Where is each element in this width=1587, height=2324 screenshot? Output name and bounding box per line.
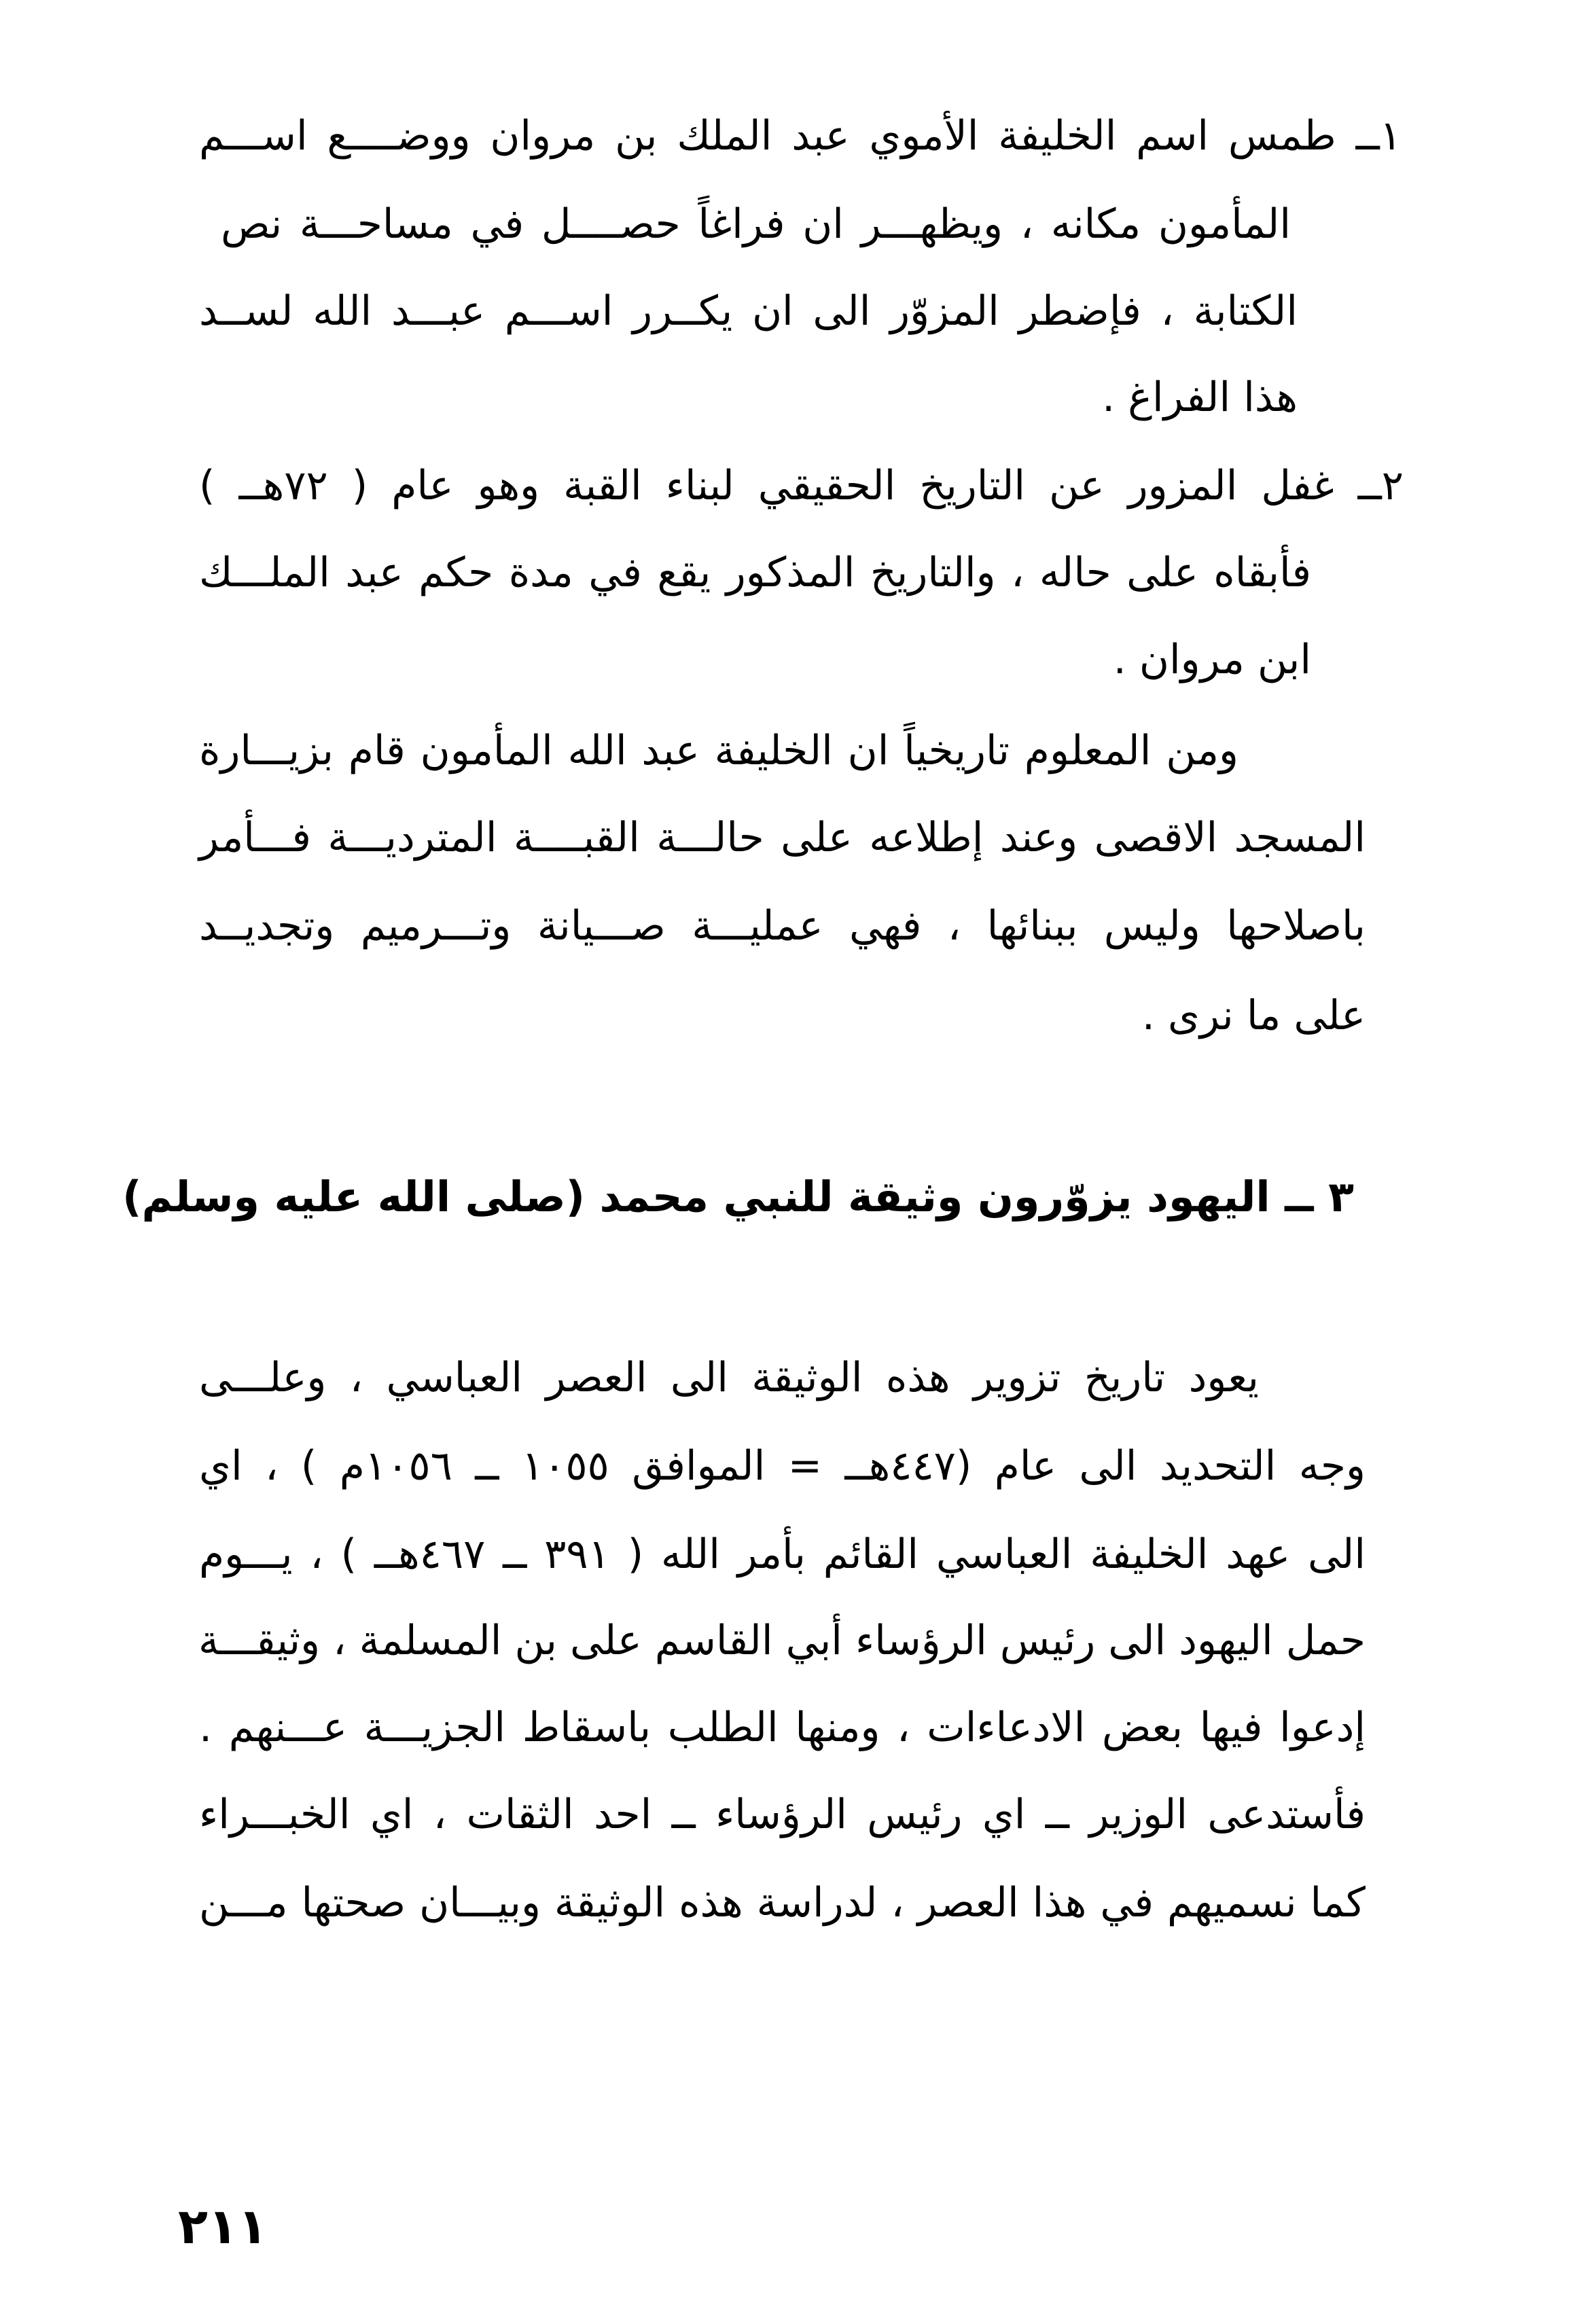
paragraph-2-line-3: الى عهد الخليفة العباسي القائم بأمر الله ( ٣٩١ ــ ٤٦٧هــ ) ، يـــوم — [199, 1531, 1366, 1578]
paragraph-1-line-3: باصلاحها وليس ببنائها ، فهي عمليـــة صـــيانة وتـــرميم وتجديــد — [199, 902, 1366, 950]
paragraph-2-line-1: يعود تاريخ تزوير هذه الوثيقة الى العصر العباسي ، وعلـــى — [199, 1354, 1259, 1401]
item-2-line-2: فأبقاه على حاله ، والتاريخ المذكور يقع في مدة حكم عبد الملـــك — [199, 549, 1311, 596]
item-1-line-4: هذا الفراغ . — [1102, 374, 1298, 421]
item-1-line-1: ١ــ طمس اسم الخليفة الأموي عبد الملك بن مروان ووضــــع اســـم — [199, 112, 1402, 160]
item-1-line-2: المأمون مكانه ، ويظهـــر ان فراغاً حصــــل في مساحـــة نص — [221, 200, 1291, 248]
paragraph-2-line-7: كما نسميهم في هذا العصر ، لدراسة هذه الوثيقة وبيـــان صحتها مـــن — [199, 1879, 1366, 1927]
paragraph-2-line-4: حمل اليهود الى رئيس الرؤساء أبي القاسم على بن المسلمة ، وثيقـــة — [198, 1617, 1366, 1664]
paragraph-2-line-6: فأستدعى الوزير ــ اي رئيس الرؤساء ــ احد الثقات ، اي الخبـــراء — [199, 1791, 1366, 1838]
paragraph-1-line-2: المسجد الاقصى وعند إطلاعه على حالـــة القبــــة المترديـــة فـــأمر — [199, 814, 1366, 861]
item-2-line-3: ابن مروان . — [1113, 636, 1311, 683]
paragraph-1-line-4: على ما نرى . — [1141, 992, 1366, 1039]
page-number: ٢١١ — [178, 2198, 268, 2255]
paragraph-1-line-1: ومن المعلوم تاريخياً ان الخليفة عبد الله المأمون قام بزيـــارة — [199, 727, 1238, 774]
paragraph-2-line-5: إدعوا فيها بعض الادعاءات ، ومنها الطلب باسقاط الجزيـــة عـــنهم . — [199, 1704, 1366, 1751]
section-heading: ٣ ــ اليهود يزوّرون وثيقة للنبي محمد (صلى الله عليه وسلم) — [122, 1172, 1354, 1221]
paragraph-2-line-2: وجه التحديد الى عام (٤٤٧هــ = الموافق ١٠٥٥ ــ ١٠٥٦م ) ، اي — [199, 1442, 1366, 1490]
item-1-line-3: الكتابة ، فإضطر المزوّر الى ان يكــرر اســـم عبـــد الله لســد — [199, 287, 1298, 335]
item-2-line-1: ٢ــ غفل المزور عن التاريخ الحقيقي لبناء القبة وهو عام ( ٧٢هــ ) — [199, 462, 1404, 510]
